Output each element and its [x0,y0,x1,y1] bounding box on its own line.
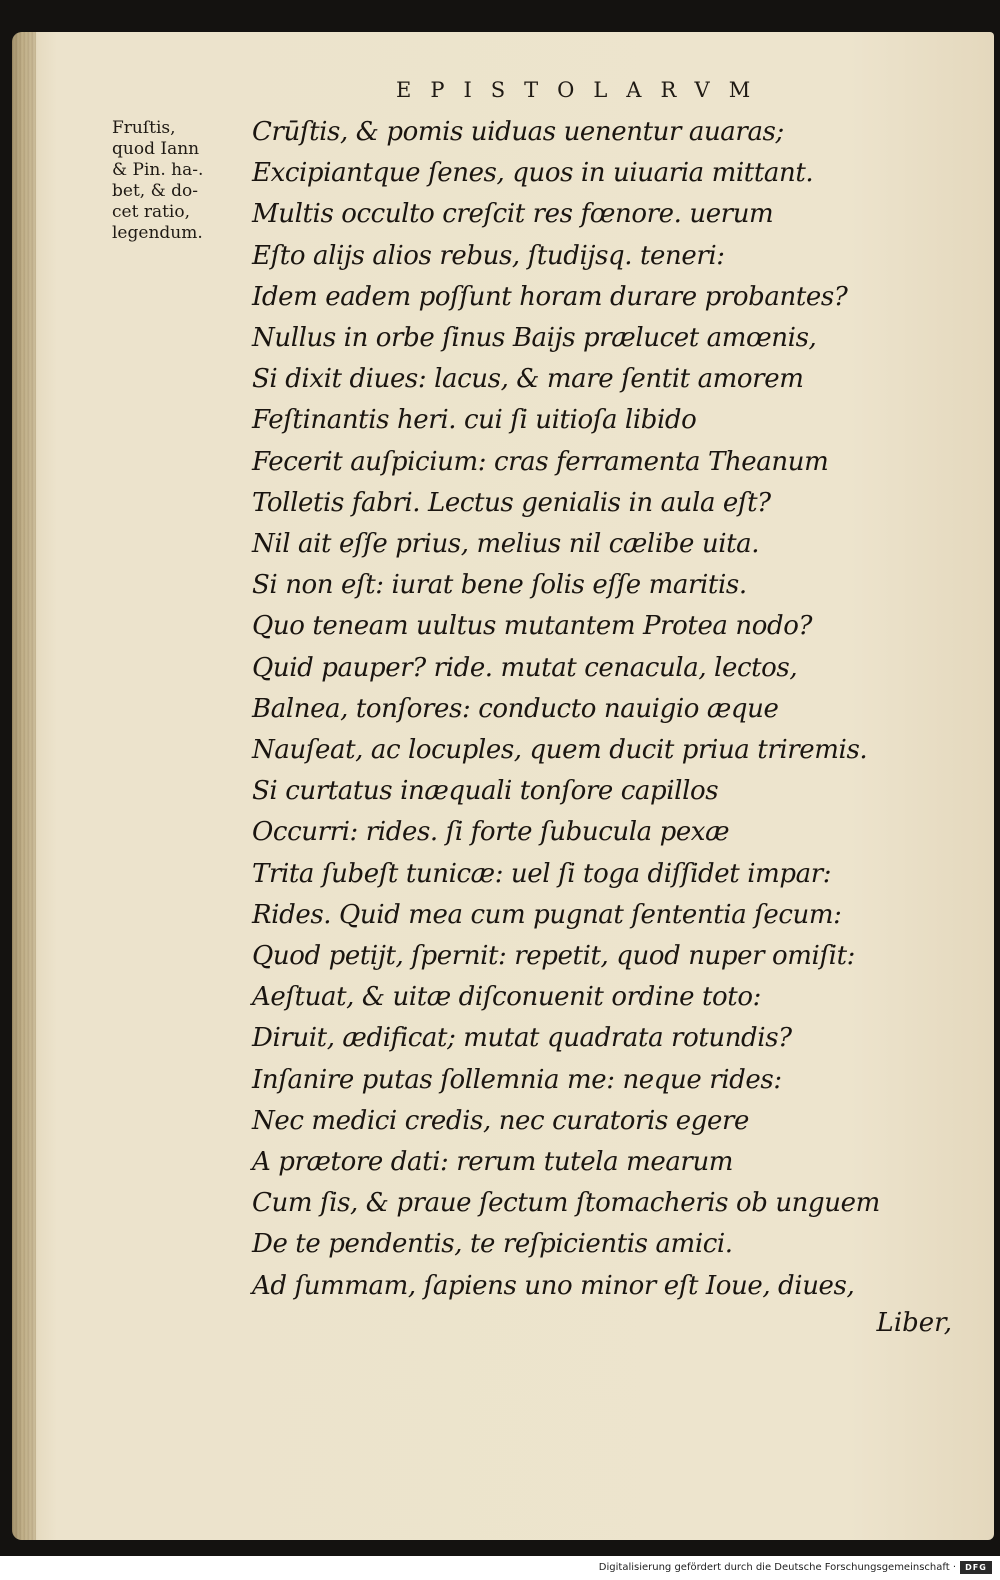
verse-line: Feſtinantis heri. cui ſi uitioſa libido [252,405,697,436]
verse-line: Multis occulto creſcit res fœnore. uerum [252,199,774,230]
verse-line: Rides. Quid mea cum pugnat ſententia ſecum: [252,899,842,930]
verse-line: Balnea, tonſores: conducto nauigio æque [252,693,779,724]
verse-line: Occurri: rides. ſi forte ſubucula pexæ [252,817,730,848]
verse-line: Fecerit auſpicium: cras ferramenta Theanum [252,446,829,477]
verse-line: Crūſtis, & pomis uiduas uenentur auaras; [252,117,784,147]
verse-line: Diruit, ædificat; mutat quadrata rotundis? [252,1023,792,1054]
verse-line: De te pendentis, te reſpicientis amici. [252,1229,733,1260]
catchword: Liber, [876,1308,952,1338]
verse-line: Idem eadem poſſunt horam durare probantes? [252,281,848,312]
digitization-footer [0,1556,1000,1580]
verse-line: Tolletis fabri. Lectus genialis in aula eſt? [252,487,771,518]
page-gutter-edge [12,32,36,1540]
marginal-note [112,118,242,244]
verse-block [252,112,972,1307]
verse-line: Nil ait eſſe prius, melius nil cælibe uita. [252,529,760,560]
verse-line: Excipiantque ſenes, quos in uiuaria mittant. [252,158,814,189]
verse-line: Quid pauper? ride. mutat cenacula, lectos, [252,652,798,683]
verse-line: Eſto alijs alios rebus, ſtudijsq. teneri: [252,240,725,271]
verse-line: Nauſeat, ac locuples, quem ducit priua triremis. [252,735,868,766]
verse-line: Cum ſis, & praue ſectum ſtomacheris ob unguem [252,1188,880,1219]
verse-line: Quod petijt, ſpernit: repetit, quod nuper omiſit: [252,941,855,972]
marginal-note-line: & Pin. ha-. [112,160,204,180]
verse-line: Quo teneam uultus mutantem Protea nodo? [252,611,813,642]
verse-line: Nec medici credis, nec curatoris egere [252,1105,749,1136]
funding-credit: Digitalisierung gefördert durch die Deutsche Forschungsgemeinschaft · [598,1562,956,1573]
marginal-note-line: cet ratio, [112,202,190,222]
marginal-note-line: Fruſtis, [112,118,176,138]
verse-line: Aeſtuat, & uitæ diſconuenit ordine toto: [252,982,761,1013]
marginal-note-line: legendum. [112,223,203,243]
verse-line: Ad ſummam, ſapiens uno minor eſt Ioue, diues, [252,1270,855,1301]
verse-line: Nullus in orbe ſinus Baijs prælucet amœnis, [252,323,817,354]
dfg-logo-icon: DFG [960,1561,992,1574]
running-title: EPISTOLARVM [396,78,770,102]
verse-line: A prætore dati: rerum tutela mearum [252,1147,734,1178]
marginal-note-line: bet, & do- [112,181,198,201]
marginal-note-line: quod Iann [112,139,200,159]
verse-line: Si curtatus inæquali tonſore capillos [252,776,719,807]
verse-line: Si non eſt: iurat bene ſolis eſſe maritis. [252,570,747,601]
verse-line: Inſanire putas ſollemnia me: neque rides: [252,1064,782,1095]
verse-line: Trita ſubeſt tunicæ: uel ſi toga diſſidet impar: [252,858,832,889]
verse-line: Si dixit diues: lacus, & mare ſentit amorem [252,364,804,395]
